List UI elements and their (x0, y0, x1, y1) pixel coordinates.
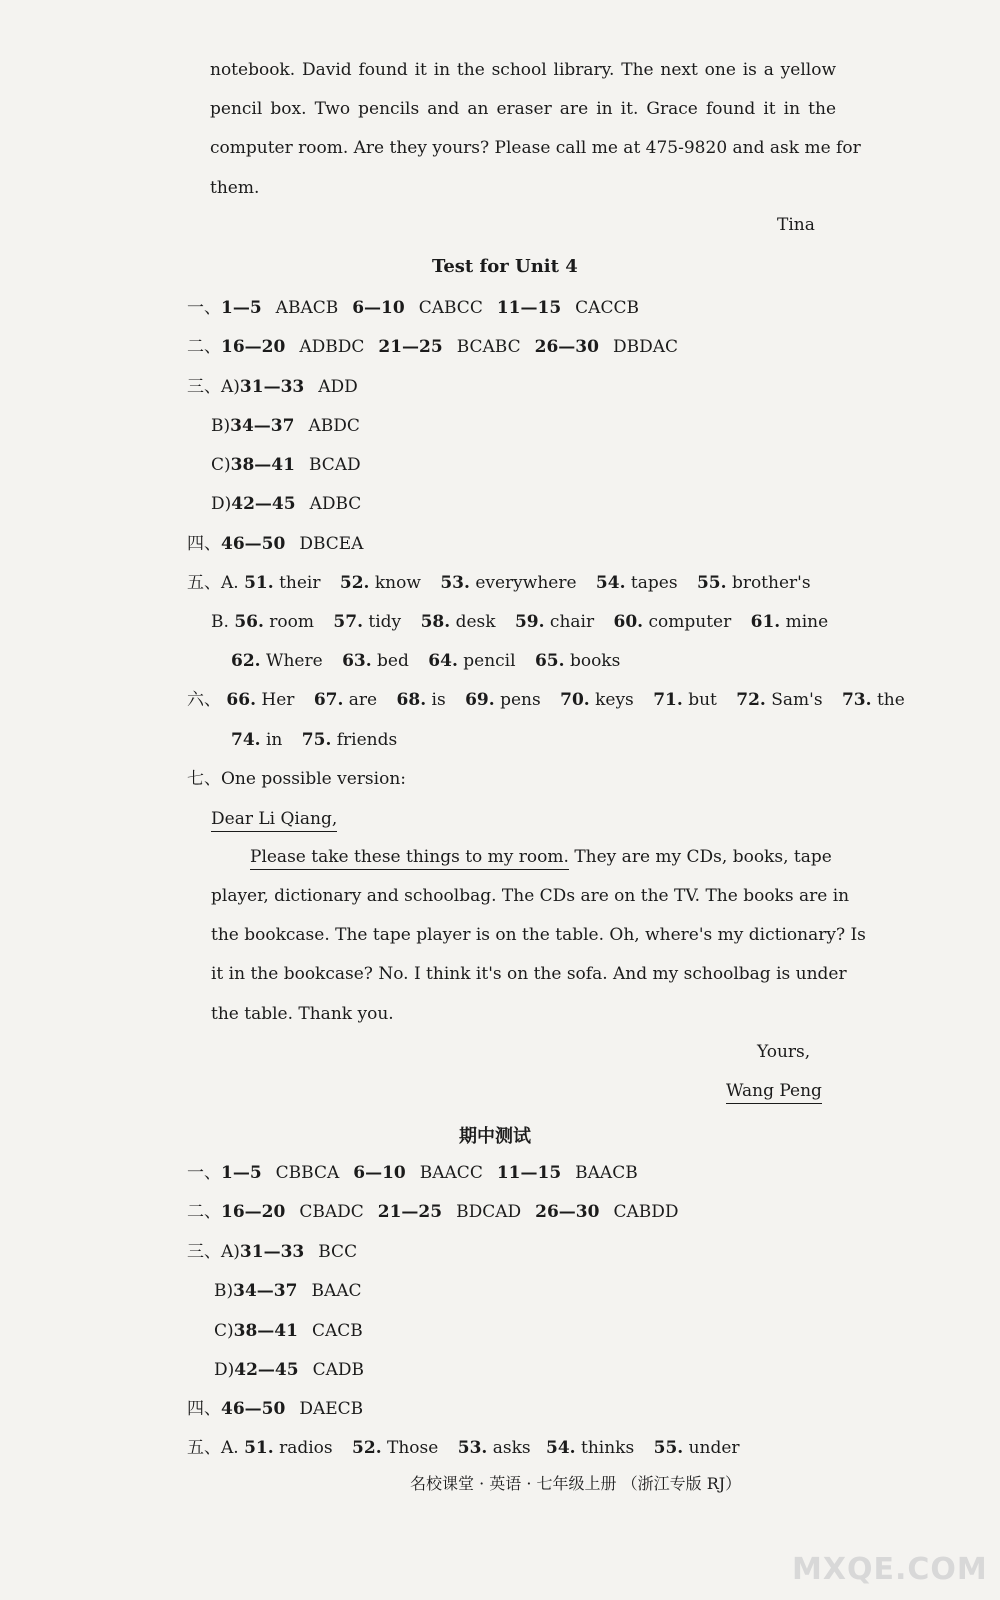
unit4-section-3c: C)38—41 BCAD (211, 455, 361, 475)
unit4-section-3b: B)34—37 ABDC (211, 416, 360, 436)
midterm-section-3d: D)42—45 CADB (214, 1360, 365, 1380)
unit4-section-7-intro: 七、One possible version: (187, 769, 406, 789)
midterm-section-3a: 三、A)31—33 BCC (187, 1242, 358, 1262)
midterm-section-4: 四、46—50 DAECB (187, 1399, 364, 1419)
watermark: MXQE.COM (792, 1552, 988, 1587)
unit4-title: Test for Unit 4 (432, 256, 578, 277)
letter1-line-2: pencil box. Two pencils and an eraser are in it. Grace found it in the (210, 99, 836, 119)
unit4-section-6-line-1: 六、 66. Her 67. are 68. is 69. pens 70. keys 71. but 72. Sam's 73. the (187, 690, 905, 710)
unit4-section-5b-line-2: 62. Where 63. bed 64. pencil 65. books (231, 651, 621, 671)
unit4-section-5b-line-1: B. 56. room 57. tidy 58. desk 59. chair 60. computer 61. mine (211, 612, 829, 632)
unit4-section-6-line-2: 74. in 75. friends (231, 730, 398, 750)
letter2-body-line-4: it in the bookcase? No. I think it's on the sofa. And my schoolbag is under (211, 964, 847, 984)
letter1-line-4: them. (210, 178, 260, 198)
unit4-section-5a: 五、A. 51. their 52. know 53. everywhere 54. tapes 55. brother's (187, 573, 811, 593)
letter1-line-3: computer room. Are they yours? Please call me at 475-9820 and ask me for (210, 138, 861, 158)
unit4-section-1: 一、1—5 ABACB 6—10 CABCC 11—15 CACCB (187, 298, 639, 318)
unit4-section-3a: 三、A)31—33 ADD (187, 377, 358, 397)
page-footer: 名校课堂 · 英语 · 七年级上册 （浙江专版 RJ） (410, 1474, 742, 1493)
unit4-section-2: 二、16—20 ADBDC 21—25 BCABC 26—30 DBDAC (187, 337, 678, 357)
letter1-signature: Tina (777, 215, 815, 235)
letter2-closing: Yours, (757, 1042, 811, 1062)
midterm-title: 期中测试 (459, 1126, 531, 1147)
letter2-body-line-5: the table. Thank you. (211, 1004, 394, 1024)
unit4-section-3d: D)42—45 ADBC (211, 494, 362, 514)
midterm-section-3b: B)34—37 BAAC (214, 1281, 362, 1301)
midterm-section-2: 二、16—20 CBADC 21—25 BDCAD 26—30 CABDD (187, 1202, 679, 1222)
letter2-body-line-3: the bookcase. The tape player is on the table. Oh, where's my dictionary? Is (211, 925, 866, 945)
letter2-greeting: Dear Li Qiang, (211, 808, 337, 830)
midterm-section-1: 一、1—5 CBBCA 6—10 BAACC 11—15 BAACB (187, 1163, 638, 1183)
unit4-section-4: 四、46—50 DBCEA (187, 534, 364, 554)
midterm-section-3c: C)38—41 CACB (214, 1321, 363, 1341)
midterm-section-5a: 五、A. 51. radios 52. Those 53. asks 54. thinks 55. under (187, 1438, 740, 1458)
letter1-line-1: notebook. David found it in the school library. The next one is a yellow (210, 60, 836, 80)
letter2-body-line-2: player, dictionary and schoolbag. The CDs are on the TV. The books are in (211, 886, 850, 906)
letter2-name: Wang Peng (726, 1080, 822, 1102)
letter2-body-line-1: Please take these things to my room. They are my CDs, books, tape (250, 846, 832, 868)
